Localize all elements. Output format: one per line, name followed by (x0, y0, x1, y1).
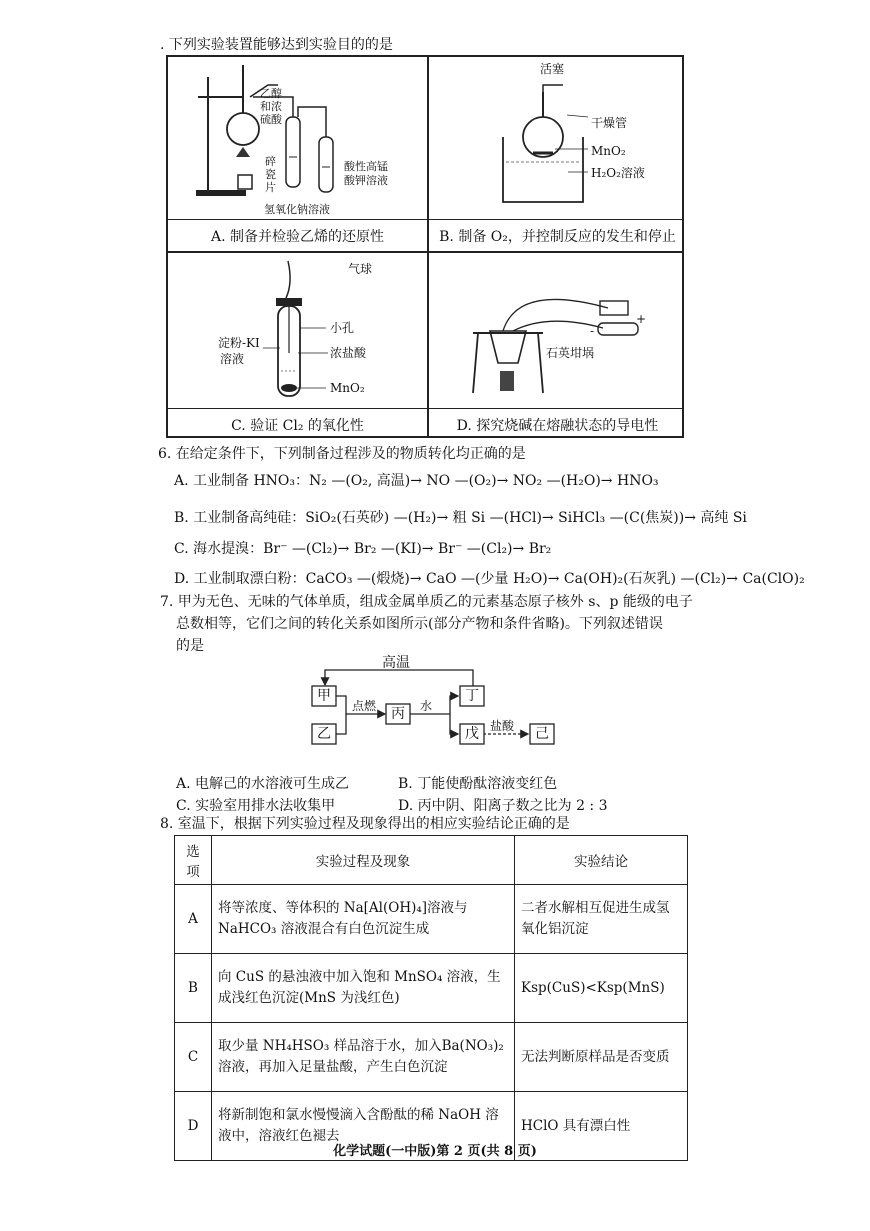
q7-stem-line3: 的是 (176, 638, 204, 654)
label-kmno4-2: 酸钾溶液 (344, 174, 388, 187)
q8-row-b-process: 向 CuS 的悬浊液中加入饱和 MnSO₄ 溶液，生成浅红色沉淀(MnS 为浅红色) (212, 954, 515, 1023)
flow-ding: 丁 (465, 688, 479, 704)
caption-divider-bottom (168, 408, 682, 409)
q5-apparatus-grid (166, 55, 684, 438)
panel-c (168, 253, 427, 408)
label-solution: 溶液 (220, 352, 245, 366)
label-mno2: MnO₂ (591, 144, 626, 158)
flow-arrows (300, 652, 570, 772)
q8-row-c-option: C (175, 1023, 212, 1092)
flow-high-temp: 高温 (382, 655, 410, 671)
q8-header-process: 实验过程及现象 (212, 836, 515, 885)
q8-header-option: 选项 (175, 836, 212, 885)
q6-option-d: D. 工业制取漂白粉：CaCO₃ —(煅烧)→ CaO —(少量 H₂O)→ Ca(OH)₂(石灰乳) —(Cl₂)→ Ca(ClO)₂ (174, 571, 805, 587)
label-kmno4-1: 酸性高锰 (344, 160, 388, 173)
page-footer: 化学试题(一中版)第 2 页(共 8 页) (333, 1144, 537, 1159)
q7-option-a: A. 电解己的水溶液可生成乙 (176, 776, 350, 792)
q8-header-conclusion: 实验结论 (515, 836, 688, 885)
panel-d-apparatus (428, 253, 686, 408)
label-and-conc: 和浓 (260, 100, 282, 113)
q8-row-a-conclusion: 二者水解相互促进生成氢氧化铝沉淀 (515, 885, 688, 954)
label-small-hole: 小孔 (330, 321, 355, 335)
flow-bing: 丙 (391, 706, 405, 722)
flow-ignite: 点燃 (352, 699, 377, 713)
q8-row-a-process: 将等浓度、等体积的 Na[Al(OH)₄]溶液与 NaHCO₃ 溶液混合有白色沉淀生成 (212, 885, 515, 954)
q8-row-a (175, 885, 688, 954)
label-sulfuric-acid: 硫酸 (260, 113, 282, 126)
panel-a (168, 57, 427, 219)
label-stopcock: 活塞 (540, 62, 565, 76)
flow-yi: 乙 (317, 726, 331, 742)
q8-row-d-conclusion: HClO 具有漂白性 (515, 1092, 688, 1161)
q8-row-c-process: 取少量 NH₄HSO₃ 样品溶于水，加入Ba(NO₃)₂ 溶液，再加入足量盐酸，产生白色沉淀 (212, 1023, 515, 1092)
flow-ji: 己 (535, 726, 549, 742)
label-drying-tube: 干燥管 (591, 116, 628, 130)
label-ethanol: 乙醇 (260, 87, 282, 100)
q8-row-a-option: A (175, 885, 212, 954)
caption-divider-top (168, 219, 682, 220)
panel-b-caption: B. 制备 O₂，并控制反应的发生和停止 (439, 229, 676, 245)
label-broken-2: 瓷 (265, 168, 276, 181)
label-h2o2: H₂O₂溶液 (591, 166, 645, 180)
q6-option-c: C. 海水提溴：Br⁻ —(Cl₂)→ Br₂ —(KI)→ Br⁻ —(Cl₂)→ Br₂ (174, 541, 552, 557)
panel-c-apparatus (168, 253, 427, 408)
panel-b (428, 57, 686, 219)
q8-table (174, 835, 688, 1161)
q7-stem-line1: 7. 甲为无色、无味的气体单质，组成金属单质乙的元素基态原子核外 s、p 能级的电子 (160, 594, 693, 610)
q6-stem: 6. 在给定条件下，下列制备过程涉及的物质转化均正确的是 (158, 446, 526, 462)
label-starch-ki: 淀粉-KI (218, 336, 260, 350)
q8-header-row (175, 836, 688, 885)
q7-stem-line2: 总数相等，它们之间的转化关系如图所示(部分产物和条件省略)。下列叙述错误 (176, 616, 663, 632)
flow-hcl: 盐酸 (490, 719, 515, 733)
q8-row-b-option: B (175, 954, 212, 1023)
q8-row-b (175, 954, 688, 1023)
panel-b-apparatus (428, 57, 686, 219)
q8-row-c (175, 1023, 688, 1092)
q8-row-d-process: 将新制饱和氯水慢慢滴入含酚酞的稀 NaOH 溶液中，溶液红色褪去 (212, 1092, 515, 1161)
label-mno2-c: MnO₂ (330, 381, 365, 395)
label-balloon: 气球 (348, 262, 373, 276)
q6-option-a: A. 工业制备 HNO₃：N₂ —(O₂, 高温)→ NO —(O₂)→ NO₂ —(H₂O)→ HNO₃ (174, 473, 659, 489)
q7-option-c: C. 实验室用排水法收集甲 (176, 798, 336, 814)
flow-jia: 甲 (317, 688, 331, 704)
label-naoh-solution: 氢氧化钠溶液 (264, 203, 330, 216)
panel-a-caption: A. 制备并检验乙烯的还原性 (210, 229, 384, 245)
q8-row-d-option: D (175, 1092, 212, 1161)
q5-stem: . 下列实验装置能够达到实验目的的是 (160, 37, 393, 53)
q8-row-c-conclusion: 无法判断原样品是否变质 (515, 1023, 688, 1092)
q8-stem: 8. 室温下，根据下列实验过程及现象得出的相应实验结论正确的是 (160, 816, 570, 832)
q6-option-b: B. 工业制备高纯硅：SiO₂(石英砂) —(H₂)→ 粗 Si —(HCl)→ SiHCl₃ —(C(焦炭))→ 高纯 Si (174, 510, 747, 526)
q7-option-d: D. 丙中阴、阳离子数之比为 2 : 3 (398, 798, 608, 814)
label-plus: + (636, 312, 647, 326)
q8-row-b-conclusion: Ksp(CuS)<Ksp(MnS) (515, 954, 688, 1023)
label-quartz-crucible: 石英坩埚 (546, 346, 595, 360)
label-broken-1: 碎 (265, 155, 276, 168)
q7-option-b: B. 丁能使酚酞溶液变红色 (398, 776, 558, 792)
label-conc-hcl: 浓盐酸 (330, 346, 367, 360)
label-minus: - (590, 324, 595, 338)
panel-d (428, 253, 686, 408)
panel-d-caption: D. 探究烧碱在熔融状态的导电性 (456, 418, 659, 434)
flow-water: 水 (420, 699, 433, 713)
panel-c-caption: C. 验证 Cl₂ 的氧化性 (231, 418, 364, 434)
label-broken-3: 片 (265, 181, 276, 194)
panel-a-apparatus (168, 57, 427, 219)
q7-flow-diagram (300, 652, 570, 772)
flow-wu: 戊 (465, 726, 479, 742)
